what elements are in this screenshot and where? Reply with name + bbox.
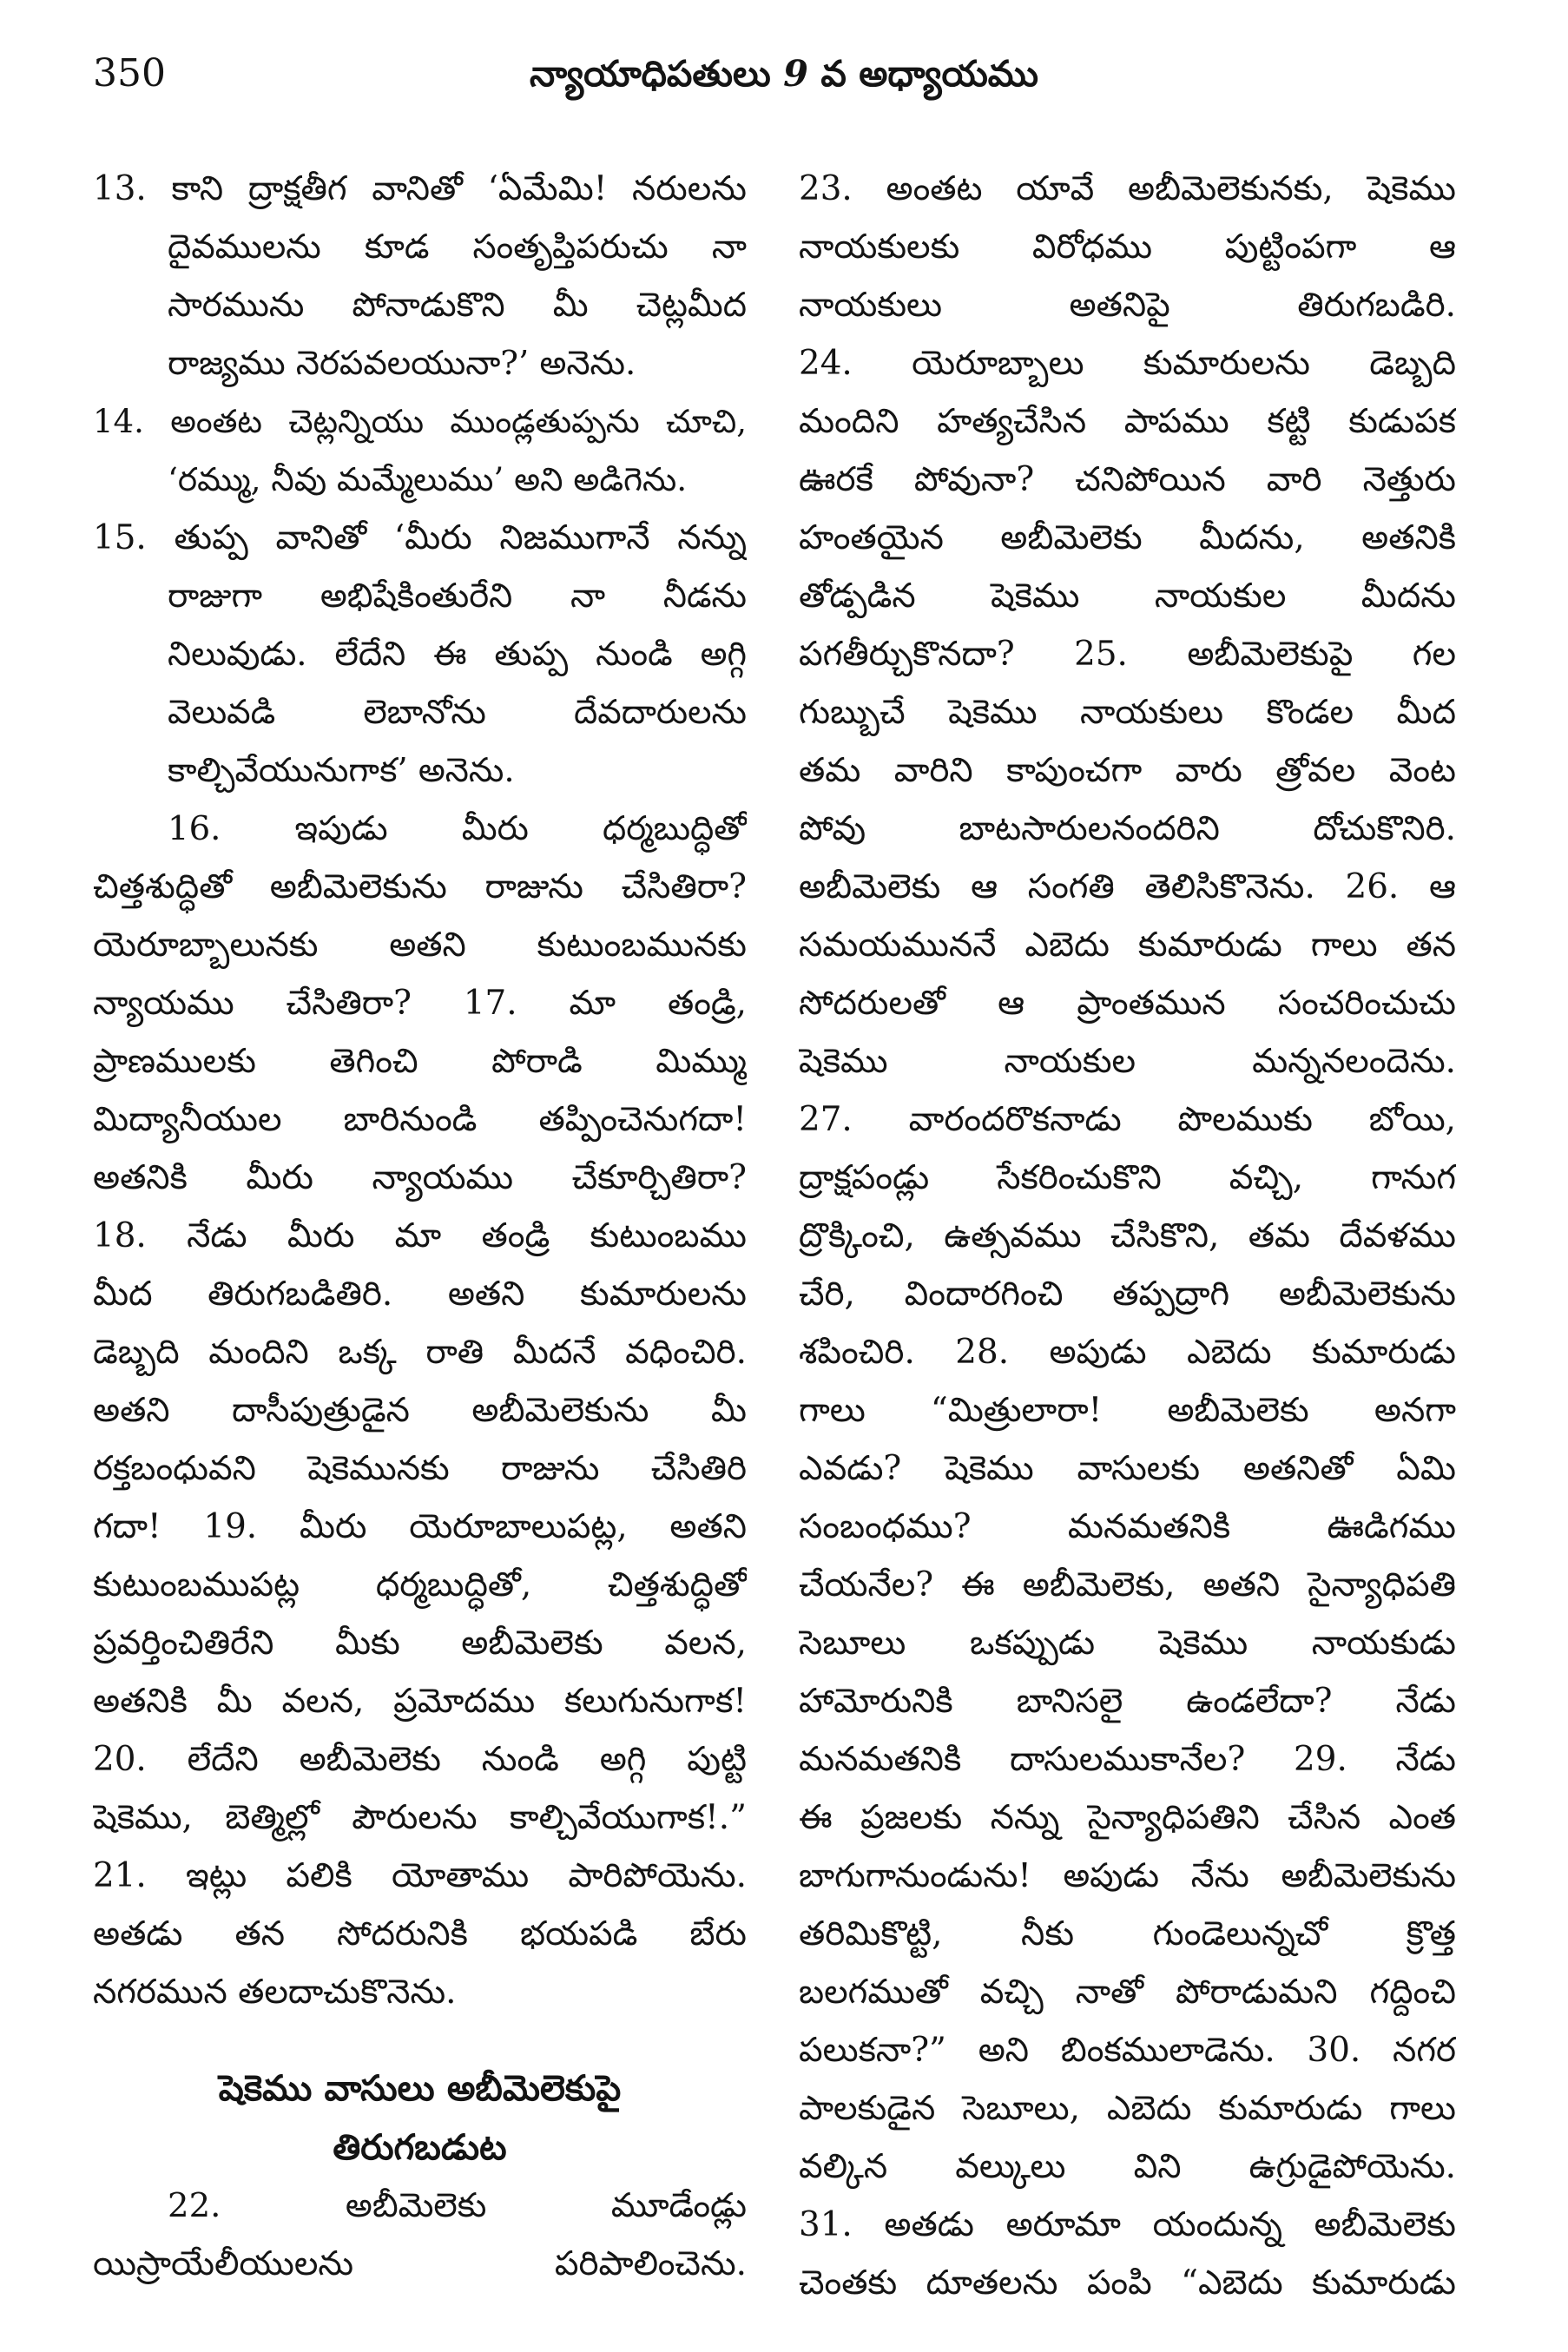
book-title: న్యాయాధిపతులు (530, 52, 771, 95)
text-line: ఎవడు? షెకెము వాసులకు అతనితో ఏమి (799, 1449, 1456, 1488)
text-line: ద్రొక్కించి, ఉత్సవము చేసికొని, తమ దేవళము (799, 1216, 1456, 1255)
text-line: నిలువుడు. లేదేని ఈ తుప్ప నుండి అగ్గి (168, 635, 747, 674)
text-line: హంతయైన అబీమెలెకు మీదను, అతనికి (799, 518, 1456, 557)
text-line: తోడ్పడిన షెకెము నాయకుల మీదను (799, 576, 1456, 616)
text-line: అబీమెలెకు ఆ సంగతి తెలిసికొనెను. 26. ఆ (799, 867, 1456, 906)
text-line: రాజ్యము నెరపవలయునా?’ అనెను. (168, 344, 636, 383)
text-line: చేయనేల? ఈ అబీమెలెకు, అతని సైన్యాధిపతి (799, 1565, 1456, 1604)
text-line: 21. ఇట్లు పలికి యోతాము పారిపోయెను. (93, 1856, 747, 1895)
text-line: వెలువడి లెబానోను దేవదారులను (168, 693, 747, 732)
text-line: షెకెము, బెత్మిల్లో పౌరులను కాల్చివేయుగాక!.” (93, 1798, 747, 1837)
text-line: పాలకుడైన సెబూలు, ఎబెదు కుమారుడు గాలు (799, 2089, 1456, 2128)
text-line: 14. అంతట చెట్లన్నియు ముండ్లతుప్పను చూచి, (93, 403, 747, 440)
left-column (93, 160, 747, 2293)
text-line: ద్రాక్షపండ్లు సేకరించుకొని వచ్చి, గానుగ (799, 1158, 1456, 1197)
text-line: మిద్యానీయుల బారినుండి తప్పించెనుగదా! (93, 1100, 747, 1139)
chapter-number: 9 (783, 52, 808, 95)
text-line: గదా! 19. మీరు యెరూబాలుపట్ల, అతని (93, 1507, 747, 1546)
text-line: అతనికి మీరు న్యాయము చేకూర్చితిరా? (93, 1158, 747, 1197)
text-line: మీద తిరుగబడితిరి. అతని కుమారులను (93, 1275, 747, 1314)
text-line: పలుకనా?” అని బింకములాడెను. 30. నగర (799, 2031, 1456, 2070)
text-line: చేరి, విందారగించి తప్పద్రాగి అబీమెలెకును (799, 1275, 1456, 1314)
text-line: 24. యెరూబ్బాలు కుమారులను డెబ్బది (799, 344, 1456, 383)
text-line: ఊరకే పోవునా? చనిపోయిన వారి నెత్తురు (799, 460, 1456, 499)
text-line: సంబంధము? మనమతనికి ఊడిగము (799, 1507, 1456, 1546)
text-line: దైవములను కూడ సంతృప్తిపరుచు నా (168, 227, 747, 267)
text-line: మందిని హత్యచేసిన పాపము కట్టి కుడుపక (799, 402, 1456, 441)
chapter-word: వ అధ్యాయము (820, 52, 1038, 95)
text-line: ‘రమ్ము, నీవు మమ్మేలుము’ అని అడిగెను. (168, 460, 688, 498)
text-line: అతని దాసీపుత్రుడైన అబీమెలెకును మీ (93, 1391, 747, 1430)
section-heading-line: షెకెము వాసులు అబీమెలెకుపై (218, 2067, 622, 2109)
text-line: బలగముతో వచ్చి నాతో పోరాడుమని గద్దించి (799, 1973, 1456, 2012)
right-column (799, 160, 1456, 2312)
text-line: 13. కాని ద్రాక్షతీగ వానితో ‘ఏమేమి! నరులను (93, 169, 747, 208)
running-title (260, 43, 1308, 104)
text-line: సారమును పోనాడుకొని మీ చెట్లమీద (168, 286, 747, 325)
text-line: నాయకులకు విరోధము పుట్టింపగా ఆ (799, 227, 1456, 267)
text-line: గాలు “మిత్రులారా! అబీమెలెకు అనగా (799, 1391, 1456, 1430)
text-line: ప్రవర్తించితిరేని మీకు అబీమెలెకు వలన, (93, 1624, 747, 1663)
running-header (0, 43, 1568, 104)
text-line: పగతీర్చుకొనదా? 25. అబీమెలెకుపై గల (799, 635, 1456, 674)
text-line: యెరూబ్బాలునకు అతని కుటుంబమునకు (93, 926, 747, 965)
text-line: హామోరునికి బానిసలై ఉండలేదా? నేడు (799, 1682, 1456, 1721)
text-line: గుబ్బుచే షెకెము నాయకులు కొండల మీద (799, 693, 1456, 732)
text-line: సెబూలు ఒకప్పుడు షెకెము నాయకుడు (799, 1624, 1456, 1663)
text-line: తమ వారిని కాపుంచగా వారు త్రోవల వెంట (799, 751, 1456, 790)
text-line: కాల్చివేయునుగాక’ అనెను. (168, 751, 515, 790)
page-number: 350 (93, 51, 166, 96)
text-line: శపించిరి. 28. అపుడు ఎబెదు కుమారుడు (799, 1333, 1456, 1372)
text-line: చిత్తశుద్ధితో అబీమెలెకును రాజును చేసితిరా? (93, 867, 747, 906)
text-line: 22. అబీమెలెకు మూడేండ్లు (168, 2186, 747, 2225)
text-line: మనమతనికి దాసులముకానేల? 29. నేడు (799, 1740, 1456, 1779)
section-heading (93, 2059, 747, 2177)
text-line: 15. తుప్ప వానితో ‘మీరు నిజముగానే నన్ను (93, 518, 747, 557)
text-line: ప్రాణములకు తెగించి పోరాడి మిమ్ము (93, 1042, 747, 1081)
text-line: అతడు తన సోదరునికి భయపడి బేరు (93, 1914, 747, 1953)
text-line: రక్తబంధువని షెకెమునకు రాజును చేసితిరి (93, 1449, 747, 1488)
text-line: చెంతకు దూతలను పంపి “ఎబెదు కుమారుడు (799, 2263, 1456, 2303)
text-line: నాయకులు అతనిపై తిరుగబడిరి. (799, 286, 1456, 325)
text-line: యిస్రాయేలీయులను పరిపాలించెను. (93, 2244, 747, 2283)
text-line: రాజుగా అభిషేకింతురేని నా నీడను (168, 576, 747, 616)
text-line: అతనికి మీ వలన, ప్రమోదము కలుగునుగాక! (93, 1682, 747, 1721)
text-line: బాగుగానుండును! అపుడు నేను అబీమెలెకును (799, 1856, 1456, 1895)
text-line: 20. లేదేని అబీమెలెకు నుండి అగ్గి పుట్టి (93, 1740, 747, 1779)
text-line: కుటుంబముపట్ల ధర్మబుద్ధితో, చిత్తశుద్ధితో (93, 1565, 747, 1604)
text-line: డెబ్బది మందిని ఒక్క రాతి మీదనే వధించిరి. (93, 1333, 747, 1372)
text-line: పోవు బాటసారులనందరిని దోచుకొనిరి. (799, 809, 1456, 848)
text-line: 16. ఇపుడు మీరు ధర్మబుద్ధితో (168, 809, 747, 848)
section-heading-line: తిరుగబడుట (333, 2126, 507, 2168)
text-line: 31. అతడు అరూమా యందున్న అబీమెలెకు (799, 2205, 1456, 2244)
text-line: న్యాయము చేసితిరా? 17. మా తండ్రి, (93, 984, 747, 1023)
text-line: 23. అంతట యావే అబీమెలెకునకు, షెకెము (799, 169, 1456, 208)
text-line: తరిమికొట్టి, నీకు గుండెలున్నచో క్రొత్త (799, 1914, 1456, 1953)
text-line: నగరమున తలదాచుకొనెను. (93, 1973, 457, 2012)
text-line: 18. నేడు మీరు మా తండ్రి కుటుంబము (93, 1216, 747, 1255)
text-line: వల్కిన వల్కులు విని ఉగ్రుడైపోయెను. (799, 2147, 1456, 2186)
text-line: ఈ ప్రజలకు నన్ను సైన్యాధిపతిని చేసిన ఎంత (799, 1798, 1456, 1837)
text-line: 27. వారందరొకనాడు పొలముకు బోయి, (799, 1100, 1456, 1139)
text-line: షెకెము నాయకుల మన్ననలందెను. (799, 1042, 1456, 1081)
text-line: సమయముననే ఎబెదు కుమారుడు గాలు తన (799, 926, 1456, 965)
text-line: సోదరులతో ఆ ప్రాంతమున సంచరించుచు (799, 984, 1456, 1023)
